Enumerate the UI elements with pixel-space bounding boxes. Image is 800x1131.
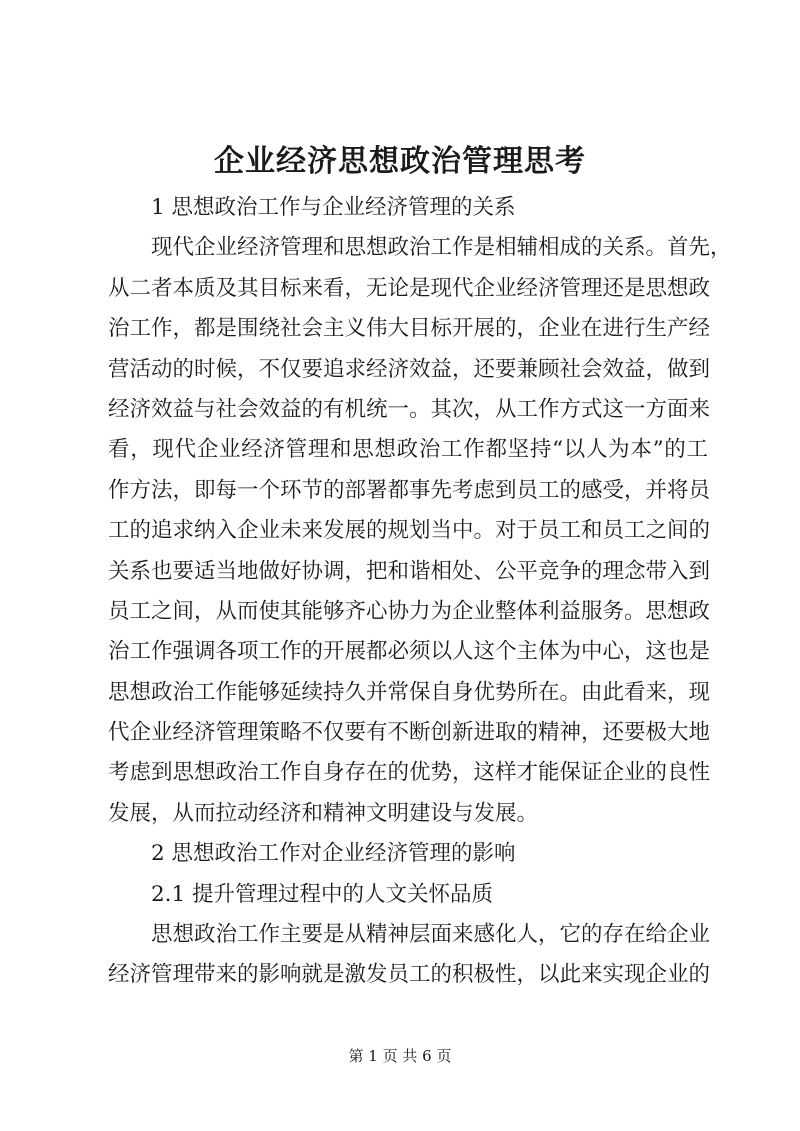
paragraph-line: 现代企业经济管理和思想政治工作是相辅相成的关系。首先，	[151, 235, 732, 261]
page-number-footer: 第 1 页 共 6 页	[348, 1047, 452, 1065]
paragraph-line: 工的追求纳入企业未来发展的规划当中。对于员工和员工之间的	[108, 518, 711, 544]
paragraph-line: 经济效益与社会效益的有机统一。其次，从工作方式这一方面来	[108, 396, 711, 422]
paragraph-line: 经济管理带来的影响就是激发员工的积极性，以此来实现企业的	[108, 962, 711, 988]
paragraph-line: 发展，从而拉动经济和精神文明建设与发展。	[108, 800, 539, 826]
paragraph-line: 治工作，都是围绕社会主义伟大目标开展的，企业在进行生产经	[108, 316, 711, 342]
paragraph-line: 看，现代企业经济管理和思想政治工作都坚持“以人为本”的工	[108, 437, 708, 463]
paragraph-line: 营活动的时候，不仅要追求经济效益，还要兼顾社会效益，做到	[108, 356, 711, 382]
section-heading-2: 2 思想政治工作对企业经济管理的影响	[151, 841, 516, 867]
paragraph-line: 治工作强调各项工作的开展都必须以人这个主体为中心，这也是	[108, 639, 711, 665]
section-heading-1: 1 思想政治工作与企业经济管理的关系	[151, 195, 516, 220]
paragraph-line: 思想政治工作主要是从精神层面来感化人，它的存在给企业	[151, 922, 711, 948]
paragraph-line: 作方法，即每一个环节的部署都事先考虑到员工的感受，并将员	[108, 477, 711, 503]
document-body	[108, 188, 732, 996]
paragraph-line: 考虑到思想政治工作自身存在的优势，这样才能保证企业的良性	[108, 760, 711, 786]
paragraph-line: 关系也要适当地做好协调，把和谐相处、公平竞争的理念带入到	[108, 558, 711, 584]
paragraph-line: 员工之间，从而使其能够齐心协力为企业整体利益服务。思想政	[108, 598, 711, 624]
paragraph-line: 代企业经济管理策略不仅要有不断创新进取的精神，还要极大地	[108, 720, 711, 746]
paragraph-line: 从二者本质及其目标来看，无论是现代企业经济管理还是思想政	[108, 275, 711, 301]
paragraph-line: 思想政治工作能够延续持久并常保自身优势所在。由此看来，现	[108, 679, 711, 705]
document-title: 企业经济思想政治管理思考	[214, 144, 586, 179]
subsection-heading-2-1: 2.1 提升管理过程中的人文关怀品质	[151, 881, 494, 907]
